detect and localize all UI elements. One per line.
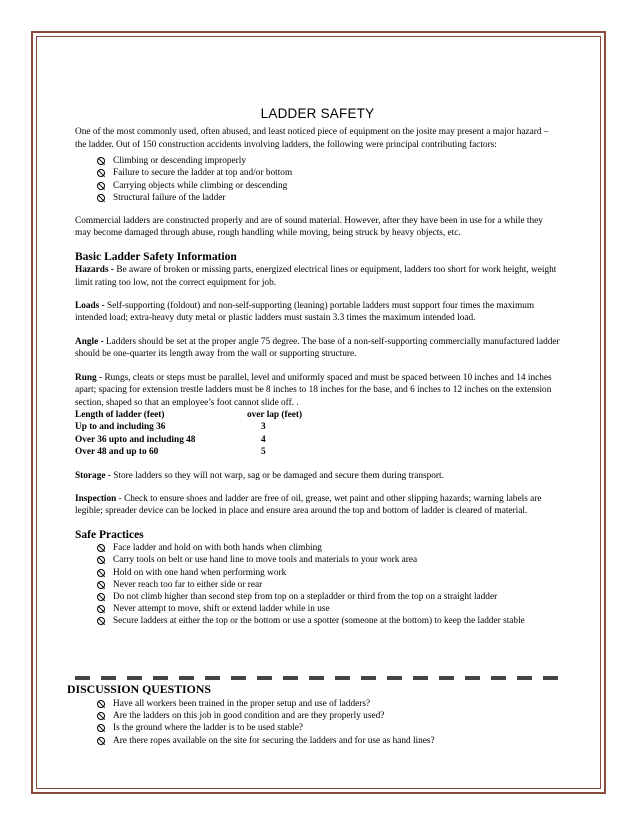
prohibited-icon (97, 737, 105, 745)
list-item: Never reach too far to either side or rear (97, 579, 560, 591)
list-item: Never attempt to move, shift or extend ladder while in use (97, 603, 560, 615)
prohibited-icon (97, 724, 105, 732)
overlap-table (75, 409, 560, 459)
discussion-heading: DISCUSSION QUESTIONS (67, 682, 211, 696)
list-item: Is the ground where the ladder is to be used stable? (97, 722, 567, 734)
prohibited-icon (97, 544, 105, 552)
inspection-paragraph: Inspection - Check to ensure shoes and ladder are free of oil, grease, wet paint and other slipping hazards; warning labels are legible; spreader device can be locked in place and ensure area around the top and bottom of ladder is cleared of material. (75, 493, 542, 517)
loads-paragraph: Loads - Self-supporting (foldout) and non-self-supporting (leaning) portable ladders must support four times the maximum intended load; extra-heavy duty metal or plastic ladders must sustain 3.3 times the maximum intended load. (75, 301, 535, 324)
storage-paragraph: Storage - Store ladders so they will not warp, sag or be damaged and secure them during transport. (75, 470, 444, 481)
page-title: LADDER SAFETY (260, 106, 375, 121)
prohibited-icon (97, 194, 105, 202)
list-item: Are the ladders on this job in good condition and are they properly used? (97, 710, 567, 722)
prohibited-icon (97, 712, 105, 720)
basic-info-heading: Basic Ladder Safety Information (75, 250, 237, 263)
prohibited-icon (97, 169, 105, 177)
list-item: Secure ladders at either the top or the bottom or use a spotter (someone at the bottom) to keep the ladder stable (97, 615, 560, 627)
intro-paragraph: One of the most commonly used, often abused, and least noticed piece of equipment on the josite may present a major hazard – the ladder. Out of 150 construction accidents involving ladders, the following were principal contributing factors: (75, 127, 549, 150)
commercial-paragraph: Commercial ladders are constructed properly and are of sound material. However, after they have been in use for a while they may become damaged through abuse, rough handling while moving, being struck by heavy objects, etc. (75, 216, 543, 239)
discussion-list (67, 698, 567, 747)
factor-list (75, 155, 560, 204)
table-row: Up to and including 36 3 (75, 422, 266, 433)
prohibited-icon (97, 556, 105, 564)
list-item: Face ladder and hold on with both hands when climbing (97, 542, 560, 554)
list-item: Climbing or descending improperly (97, 155, 560, 167)
safe-practices-heading: Safe Practices (75, 528, 144, 541)
prohibited-icon (97, 157, 105, 165)
hazards-paragraph: Hazards - Be aware of broken or missing parts, energized electrical lines or equipment, ladders too short for work height, weight limit rating too low, not the correct equipment for job. (75, 265, 557, 288)
discussion-section (67, 682, 567, 747)
list-item: Carrying objects while climbing or descending (97, 180, 560, 192)
list-item: Do not climb higher than second step from top on a stepladder or third from the top on a straight ladder (97, 591, 560, 603)
list-item: Have all workers been trained in the proper setup and use of ladders? (97, 698, 567, 710)
list-item: Carry tools on belt or use hand line to move tools and materials to your work area (97, 554, 560, 566)
table-header: Length of ladder (feet) over lap (feet) (75, 409, 303, 420)
list-item: Structural failure of the ladder (97, 192, 560, 204)
list-item: Hold on with one hand when performing work (97, 567, 560, 579)
prohibited-icon (97, 700, 105, 708)
table-row: Over 36 upto and including 48 4 (75, 434, 266, 445)
prohibited-icon (97, 581, 105, 589)
angle-paragraph: Angle - Ladders should be set at the proper angle 75 degree. The base of a non-self-supporting commercially manufactured ladder should be one-quarter its length away from the wall or supporting structure. (75, 336, 560, 360)
prohibited-icon (97, 593, 105, 601)
prohibited-icon (97, 569, 105, 577)
dashed-divider (75, 676, 563, 680)
prohibited-icon (97, 605, 105, 613)
table-row: Over 48 and up to 60 5 (75, 447, 266, 458)
safe-practices-list (75, 542, 560, 627)
list-item: Failure to secure the ladder at top and/or bottom (97, 167, 560, 179)
list-item: Are there ropes available on the site for securing the ladders and for use as hand lines? (97, 735, 567, 747)
prohibited-icon (97, 617, 105, 625)
rung-paragraph: Rung - Rungs, cleats or steps must be parallel, level and uniformly spaced and must be spaced between 10 inches and 14 inches apart; spacing for extension trestle ladders must be 8 inches to 18 inches for the base, and 6 inches to 12 inches on the extension section, shaped so that an employee’s foot cannot slide off. . (75, 372, 552, 408)
prohibited-icon (97, 182, 105, 190)
document-body (75, 108, 560, 628)
